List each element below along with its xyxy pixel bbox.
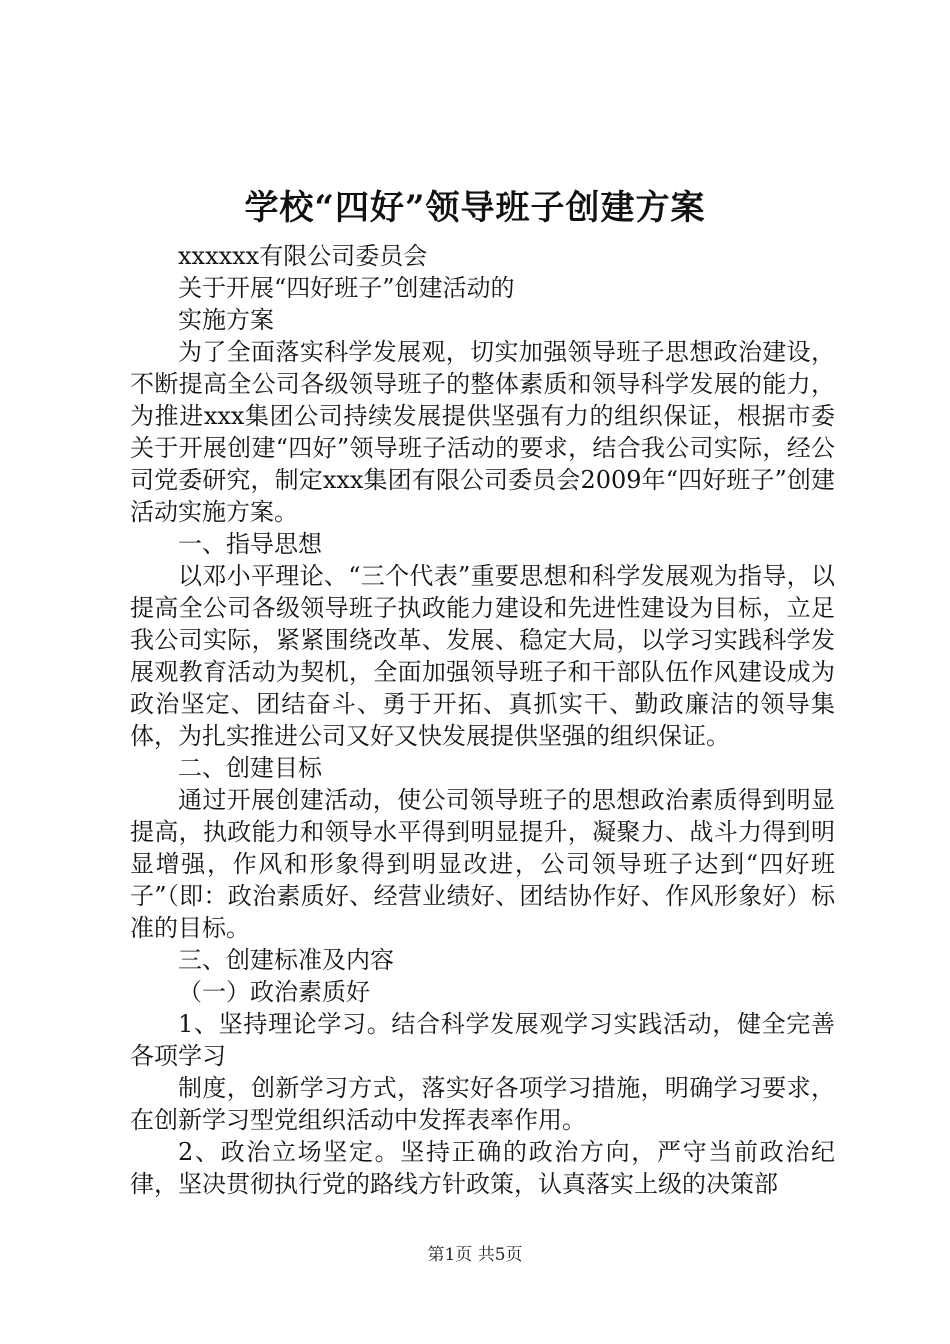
document-body <box>130 240 835 1200</box>
document-title: 学校“四好”领导班子创建方案 <box>244 188 706 228</box>
paragraph-item-1: 1、坚持理论学习。结合科学发展观学习实践活动，健全完善各项学习 <box>130 1010 835 1070</box>
section-heading-guiding-thought: 一、指导思想 <box>178 530 322 558</box>
paragraph-org-name: xxxxxx有限公司委员会 <box>178 242 428 270</box>
section-heading-standards: 三、创建标准及内容 <box>178 946 394 974</box>
paragraph-goals: 通过开展创建活动，使公司领导班子的思想政治素质得到明显提高，执政能力和领导水平得到明显提升，凝聚力、战斗力得到明显增强，作风和形象得到明显改进，公司领导班子达到“四好班子”（即：政治素质好、经营业绩好、团结协作好、作风形象好）标准的目标。 <box>130 786 835 942</box>
paragraph-intro: 为了全面落实科学发展观，切实加强领导班子思想政治建设，不断提高全公司各级领导班子的整体素质和领导科学发展的能力，为推进xxx集团公司持续发展提供坚强有力的组织保证，根据市委关于开展创建“四好”领导班子活动的要求，结合我公司实际，经公司党委研究，制定xxx集团有限公司委员会2009年“四好班子”创建活动实施方案。 <box>130 338 835 526</box>
paragraph-item-1-cont: 制度，创新学习方式，落实好各项学习措施，明确学习要求，在创新学习型党组织活动中发挥表率作用。 <box>130 1074 835 1134</box>
paragraph-plan-label: 实施方案 <box>178 306 274 334</box>
subsection-heading-political-quality: （一）政治素质好 <box>178 978 370 1006</box>
section-heading-goals: 二、创建目标 <box>178 754 322 782</box>
paragraph-item-2: 2、政治立场坚定。坚持正确的政治方向，严守当前政治纪律，坚决贯彻执行党的路线方针政策，认真落实上级的决策部 <box>130 1138 835 1198</box>
page-number-footer: 第1页 共5页 <box>427 1245 523 1265</box>
paragraph-guiding-thought: 以邓小平理论、“三个代表”重要思想和科学发展观为指导，以提高全公司各级领导班子执政能力建设和先进性建设为目标，立足我公司实际，紧紧围绕改革、发展、稳定大局，以学习实践科学发展观教育活动为契机，全面加强领导班子和干部队伍作风建设成为政治坚定、团结奋斗、勇于开拓、真抓实干、勤政廉洁的领导集体，为扎实推进公司又好又快发展提供坚强的组织保证。 <box>130 562 835 750</box>
paragraph-subtitle: 关于开展“四好班子”创建活动的 <box>178 274 515 302</box>
